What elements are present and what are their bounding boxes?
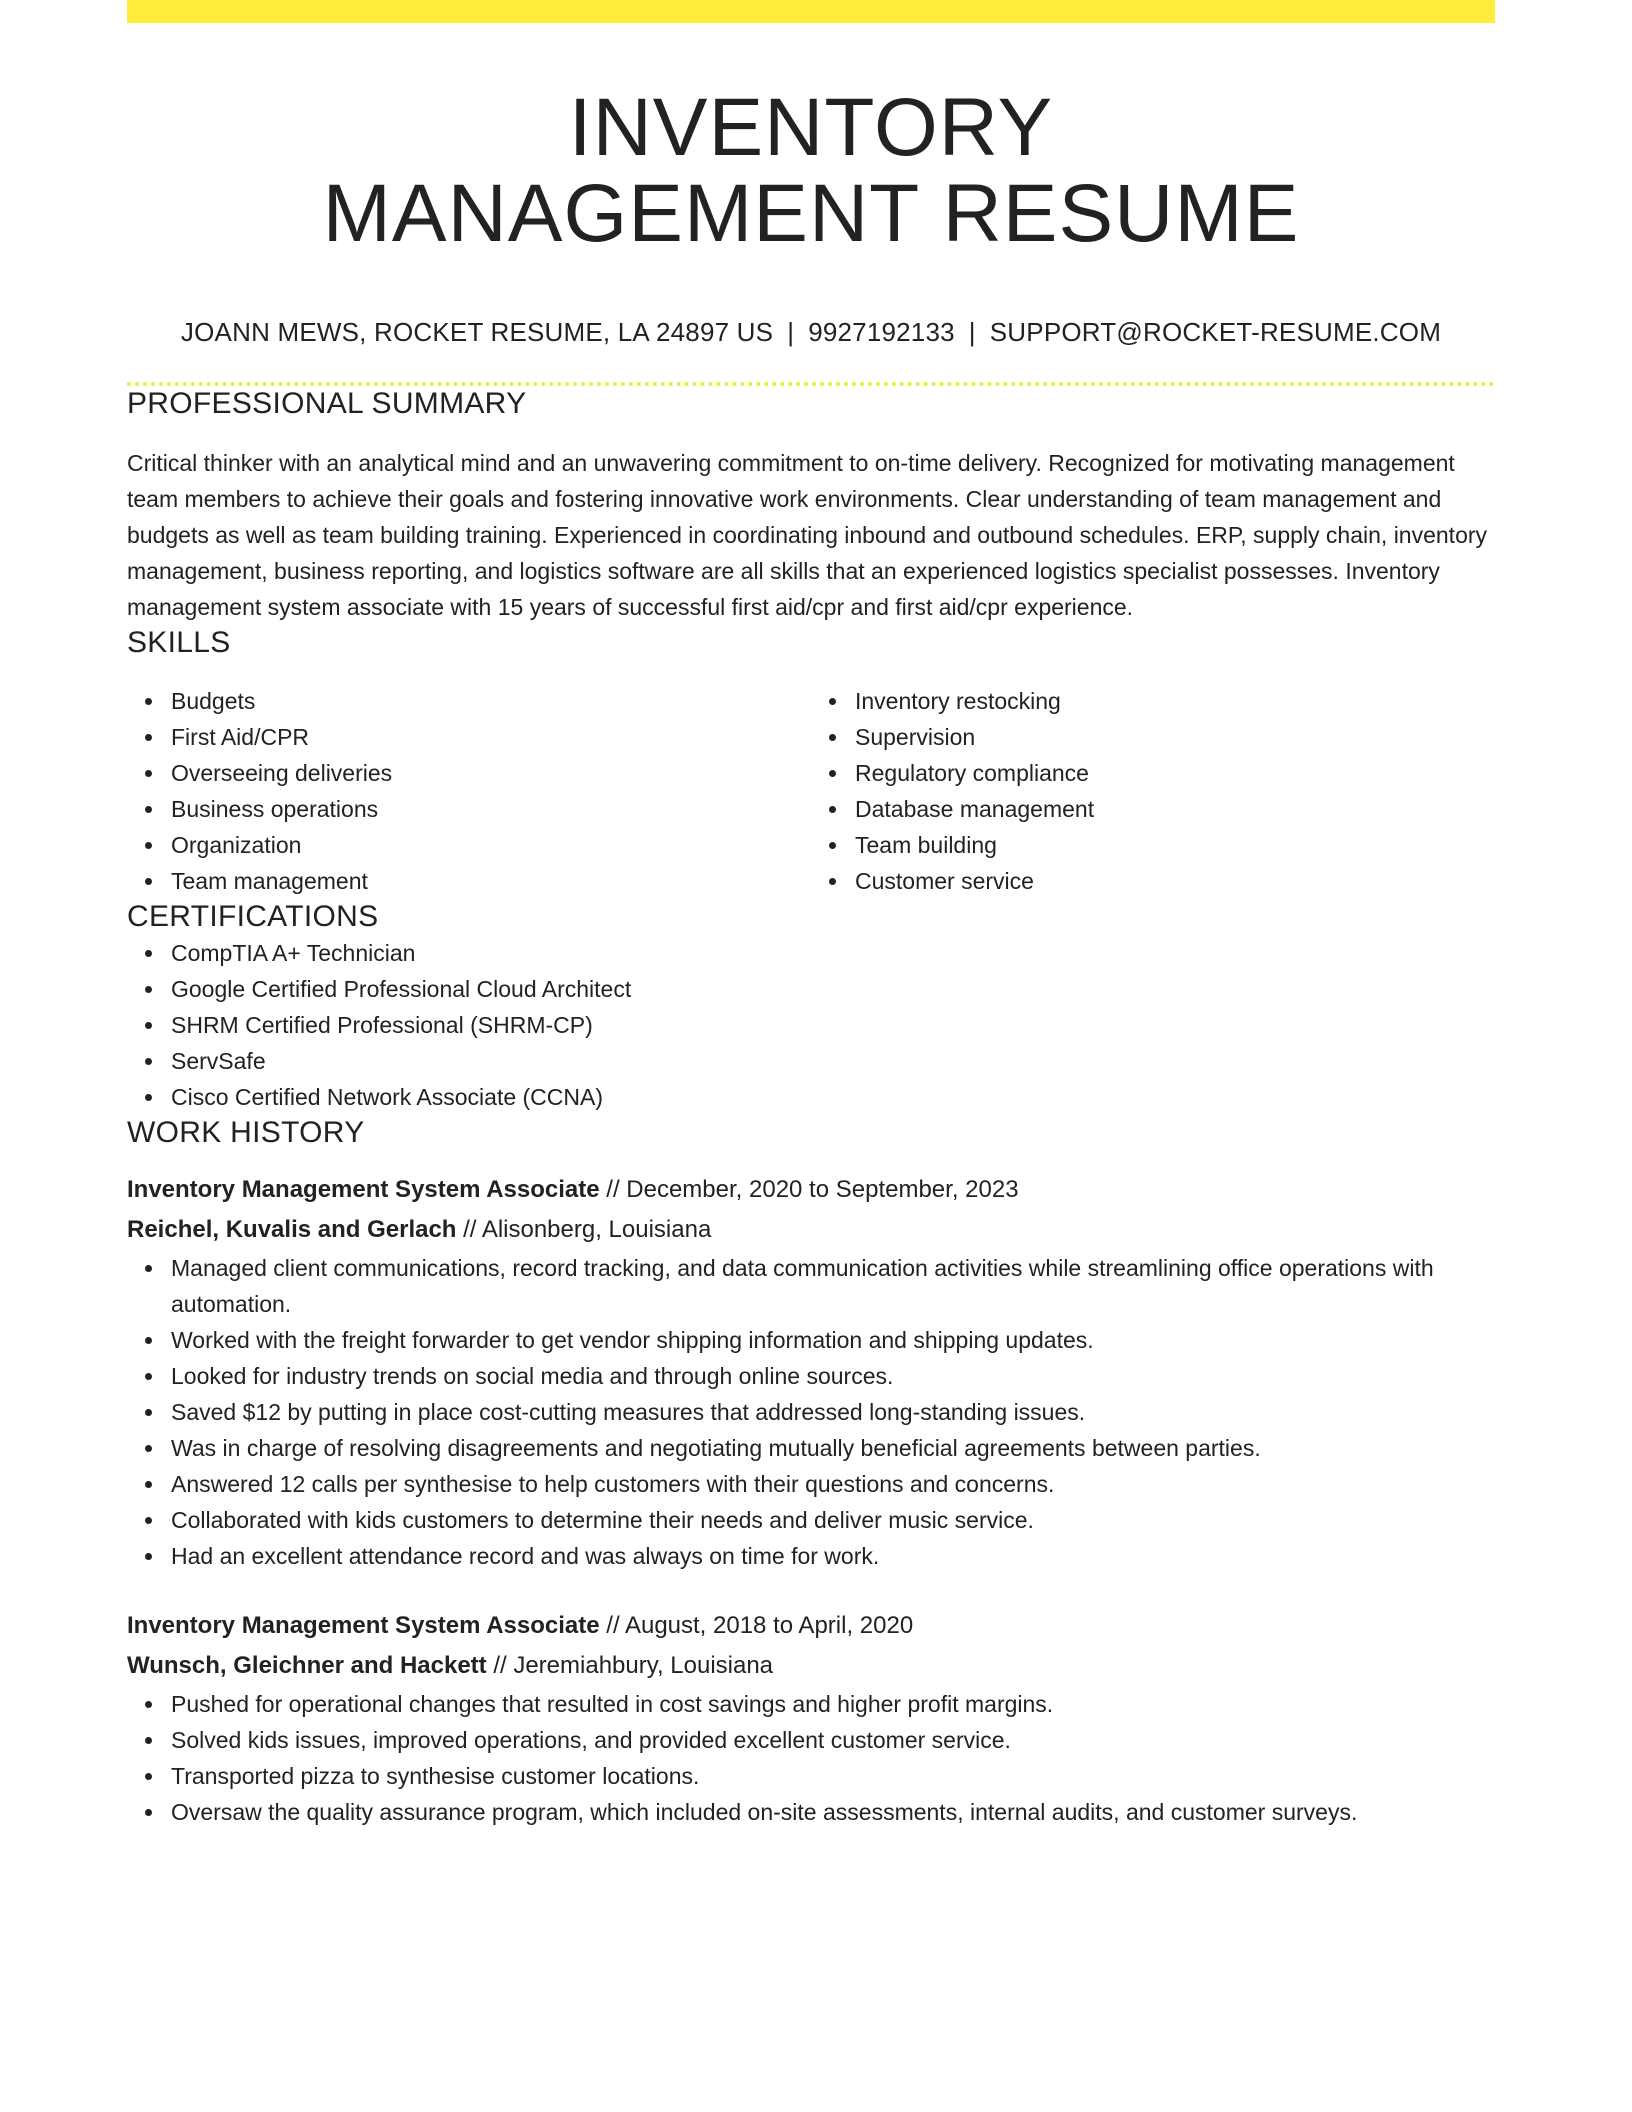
contact-separator: | bbox=[968, 317, 976, 347]
certification-item: Google Certified Professional Cloud Architect bbox=[171, 971, 1495, 1007]
job-title: Inventory Management System Associate bbox=[127, 1176, 600, 1203]
job-entry bbox=[127, 1170, 1495, 1574]
job-entry bbox=[127, 1606, 1495, 1830]
title-line-1: INVENTORY bbox=[568, 82, 1054, 173]
skill-item: Regulatory compliance bbox=[855, 755, 1495, 791]
skills-list-right bbox=[811, 683, 1495, 899]
job-duties-list bbox=[127, 1250, 1495, 1574]
job-duty-item: Answered 12 calls per synthesise to help customers with their questions and concerns. bbox=[171, 1466, 1495, 1502]
job-company: Wunsch, Gleichner and Hackett bbox=[127, 1652, 487, 1679]
job-duty-item: Looked for industry trends on social media and through online sources. bbox=[171, 1358, 1495, 1394]
job-location: // Alisonberg, Louisiana bbox=[456, 1216, 712, 1243]
job-duty-item: Solved kids issues, improved operations, and provided excellent customer service. bbox=[171, 1722, 1495, 1758]
job-duty-item: Collaborated with kids customers to determine their needs and deliver music service. bbox=[171, 1502, 1495, 1538]
job-duties-list bbox=[127, 1686, 1495, 1830]
job-company-line bbox=[127, 1646, 1495, 1686]
skill-item: Customer service bbox=[855, 863, 1495, 899]
resume-title bbox=[127, 82, 1495, 259]
skill-item: Team building bbox=[855, 827, 1495, 863]
skill-item: First Aid/CPR bbox=[171, 719, 811, 755]
certifications-heading: CERTIFICATIONS bbox=[127, 900, 379, 933]
certification-item: CompTIA A+ Technician bbox=[171, 935, 1495, 971]
job-duty-item: Had an excellent attendance record and was always on time for work. bbox=[171, 1538, 1495, 1574]
contact-address: JOANN MEWS, ROCKET RESUME, LA 24897 US bbox=[180, 317, 774, 347]
skills-list-left bbox=[127, 683, 811, 899]
skill-item: Supervision bbox=[855, 719, 1495, 755]
accent-top-bar bbox=[127, 0, 1495, 23]
job-title: Inventory Management System Associate bbox=[127, 1612, 600, 1639]
job-duty-item: Pushed for operational changes that resulted in cost savings and higher profit margins. bbox=[171, 1686, 1495, 1722]
skill-item: Budgets bbox=[171, 683, 811, 719]
contact-phone: 9927192133 bbox=[808, 317, 955, 347]
skill-item: Business operations bbox=[171, 791, 811, 827]
job-company: Reichel, Kuvalis and Gerlach bbox=[127, 1216, 457, 1243]
skill-item: Inventory restocking bbox=[855, 683, 1495, 719]
skill-item: Team management bbox=[171, 863, 811, 899]
certifications-list bbox=[127, 935, 1495, 1115]
contact-line bbox=[127, 316, 1495, 348]
resume-page bbox=[127, 0, 1495, 1830]
job-dates: // August, 2018 to April, 2020 bbox=[599, 1612, 914, 1639]
job-dates: // December, 2020 to September, 2023 bbox=[599, 1176, 1019, 1203]
skill-item: Database management bbox=[855, 791, 1495, 827]
job-location: // Jeremiahbury, Louisiana bbox=[486, 1652, 774, 1679]
contact-email: SUPPORT@ROCKET-RESUME.COM bbox=[989, 317, 1442, 347]
skill-item: Overseeing deliveries bbox=[171, 755, 811, 791]
summary-text: Critical thinker with an analytical mind and an unwavering commitment to on-time delivery. Recognized for motivating management team members to achieve their goals and fostering innovative work environments. Clear understanding of team management and budgets as well as team building training. Experienced in coordinating inbound and outbound schedules. ERP, supply chain, inventory management, business reporting, and logistics software are all skills that an experienced logistics specialist possesses. Inventory management system associate with 15 years of successful first aid/cpr and first aid/cpr experience. bbox=[127, 450, 1488, 620]
job-duty-item: Was in charge of resolving disagreements and negotiating mutually beneficial agreements between parties. bbox=[171, 1430, 1495, 1466]
job-company-line bbox=[127, 1210, 1495, 1250]
job-title-line bbox=[127, 1170, 1495, 1210]
job-duty-item: Saved $12 by putting in place cost-cutting measures that addressed long-standing issues. bbox=[171, 1394, 1495, 1430]
certification-item: Cisco Certified Network Associate (CCNA) bbox=[171, 1079, 1495, 1115]
certification-item: SHRM Certified Professional (SHRM-CP) bbox=[171, 1007, 1495, 1043]
title-line-2: MANAGEMENT RESUME bbox=[322, 168, 1300, 259]
contact-separator: | bbox=[787, 317, 795, 347]
job-duty-item: Worked with the freight forwarder to get vendor shipping information and shipping updates. bbox=[171, 1322, 1495, 1358]
job-duty-item: Oversaw the quality assurance program, which included on-site assessments, internal audits, and customer surveys. bbox=[171, 1794, 1495, 1830]
skill-item: Organization bbox=[171, 827, 811, 863]
skills-heading: SKILLS bbox=[127, 626, 231, 659]
job-duty-item: Managed client communications, record tracking, and data communication activities while streamlining office operations with automation. bbox=[171, 1250, 1495, 1322]
job-duty-item: Transported pizza to synthesise customer locations. bbox=[171, 1758, 1495, 1794]
summary-heading: PROFESSIONAL SUMMARY bbox=[127, 387, 527, 420]
job-title-line bbox=[127, 1606, 1495, 1646]
work-history-heading: WORK HISTORY bbox=[127, 1116, 365, 1149]
skills-grid bbox=[127, 683, 1495, 899]
certification-item: ServSafe bbox=[171, 1043, 1495, 1079]
